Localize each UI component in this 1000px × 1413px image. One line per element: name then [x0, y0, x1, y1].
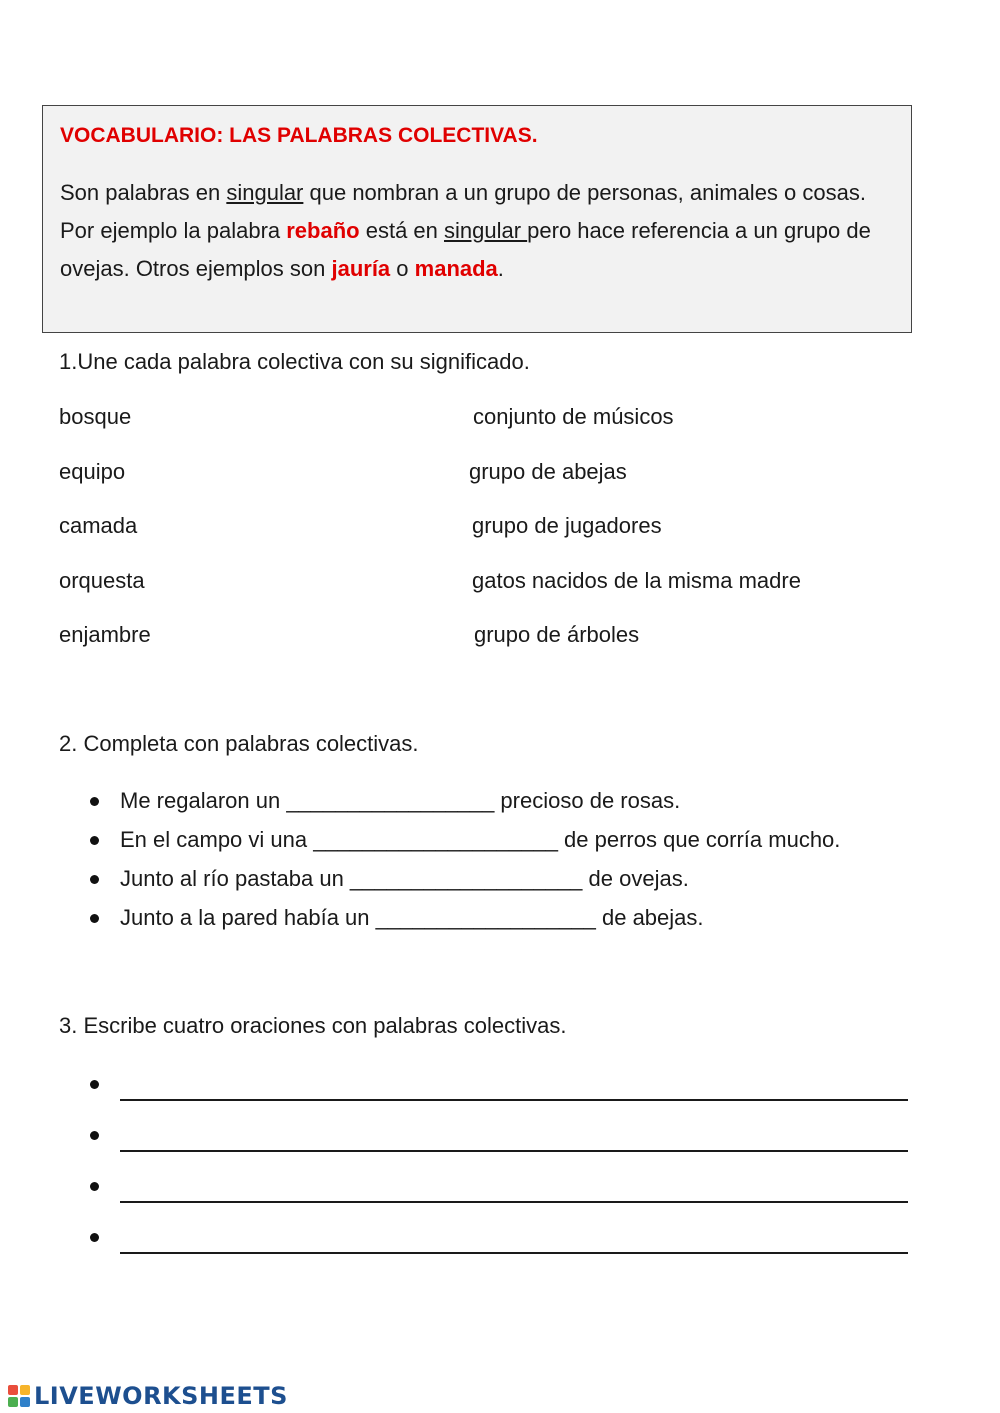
collective-word[interactable]: equipo [59, 459, 126, 484]
write-line[interactable] [120, 1120, 908, 1152]
sentence-line[interactable] [88, 1160, 908, 1211]
fill-in-list [88, 781, 840, 937]
brand-name: LIVEWORKSHEETS [34, 1382, 288, 1410]
bullet-icon [90, 1182, 99, 1191]
sentence-line[interactable] [88, 1109, 908, 1160]
meaning-item[interactable]: grupo de jugadores [472, 513, 662, 538]
collective-word[interactable]: bosque [59, 404, 132, 429]
exercise2-heading: 2. Completa con palabras colectivas. [59, 731, 419, 756]
collective-word[interactable]: orquesta [59, 568, 145, 593]
collective-word[interactable]: enjambre [59, 622, 151, 647]
bullet-icon [90, 1131, 99, 1140]
fill-in-item[interactable]: En el campo vi una ____________________ de perros que corría mucho. [88, 820, 840, 859]
exercise1-heading: 1.Une cada palabra colectiva con su significado. [59, 349, 530, 374]
underlined-word: singular [444, 218, 528, 243]
vocabulary-box [42, 105, 912, 333]
write-line[interactable] [120, 1171, 908, 1203]
vocabulary-text: Son palabras en singular que nombran a un grupo de personas, animales o cosas. Por ejemplo la palabra rebaño está en singular pero hace referencia a un grupo de ovejas. Otros ejemplos son jauría o manada. [60, 180, 871, 281]
exercise3-heading: 3. Escribe cuatro oraciones con palabras colectivas. [59, 1013, 567, 1038]
fill-in-item[interactable]: Me regalaron un _________________ precioso de rosas. [88, 781, 840, 820]
collective-word[interactable]: camada [59, 513, 138, 538]
fill-in-item[interactable]: Junto a la pared había un __________________ de abejas. [88, 898, 840, 937]
example-word: jauría [331, 256, 391, 281]
bullet-icon [90, 1233, 99, 1242]
sentence-line[interactable] [88, 1211, 908, 1262]
write-line[interactable] [120, 1222, 908, 1254]
footer-logo [8, 1381, 288, 1411]
meaning-item[interactable]: gatos nacidos de la misma madre [472, 568, 801, 593]
vocabulary-title: VOCABULARIO: LAS PALABRAS COLECTIVAS. [60, 124, 538, 147]
bullet-icon [90, 875, 99, 884]
bullet-icon [90, 914, 99, 923]
meaning-item[interactable]: grupo de abejas [469, 459, 627, 484]
example-word: rebaño [286, 218, 360, 243]
sentence-line[interactable] [88, 1058, 908, 1109]
liveworksheets-logo-icon [8, 1385, 30, 1407]
write-line[interactable] [120, 1069, 908, 1101]
sentence-lines [88, 1058, 908, 1262]
meaning-item[interactable]: grupo de árboles [474, 622, 640, 647]
underlined-word: singular [226, 180, 304, 205]
meaning-item[interactable]: conjunto de músicos [473, 404, 674, 429]
bullet-icon [90, 836, 99, 845]
bullet-icon [90, 1080, 99, 1089]
example-word: manada [414, 256, 498, 281]
bullet-icon [90, 797, 99, 806]
fill-in-item[interactable]: Junto al río pastaba un ___________________ de ovejas. [88, 859, 840, 898]
